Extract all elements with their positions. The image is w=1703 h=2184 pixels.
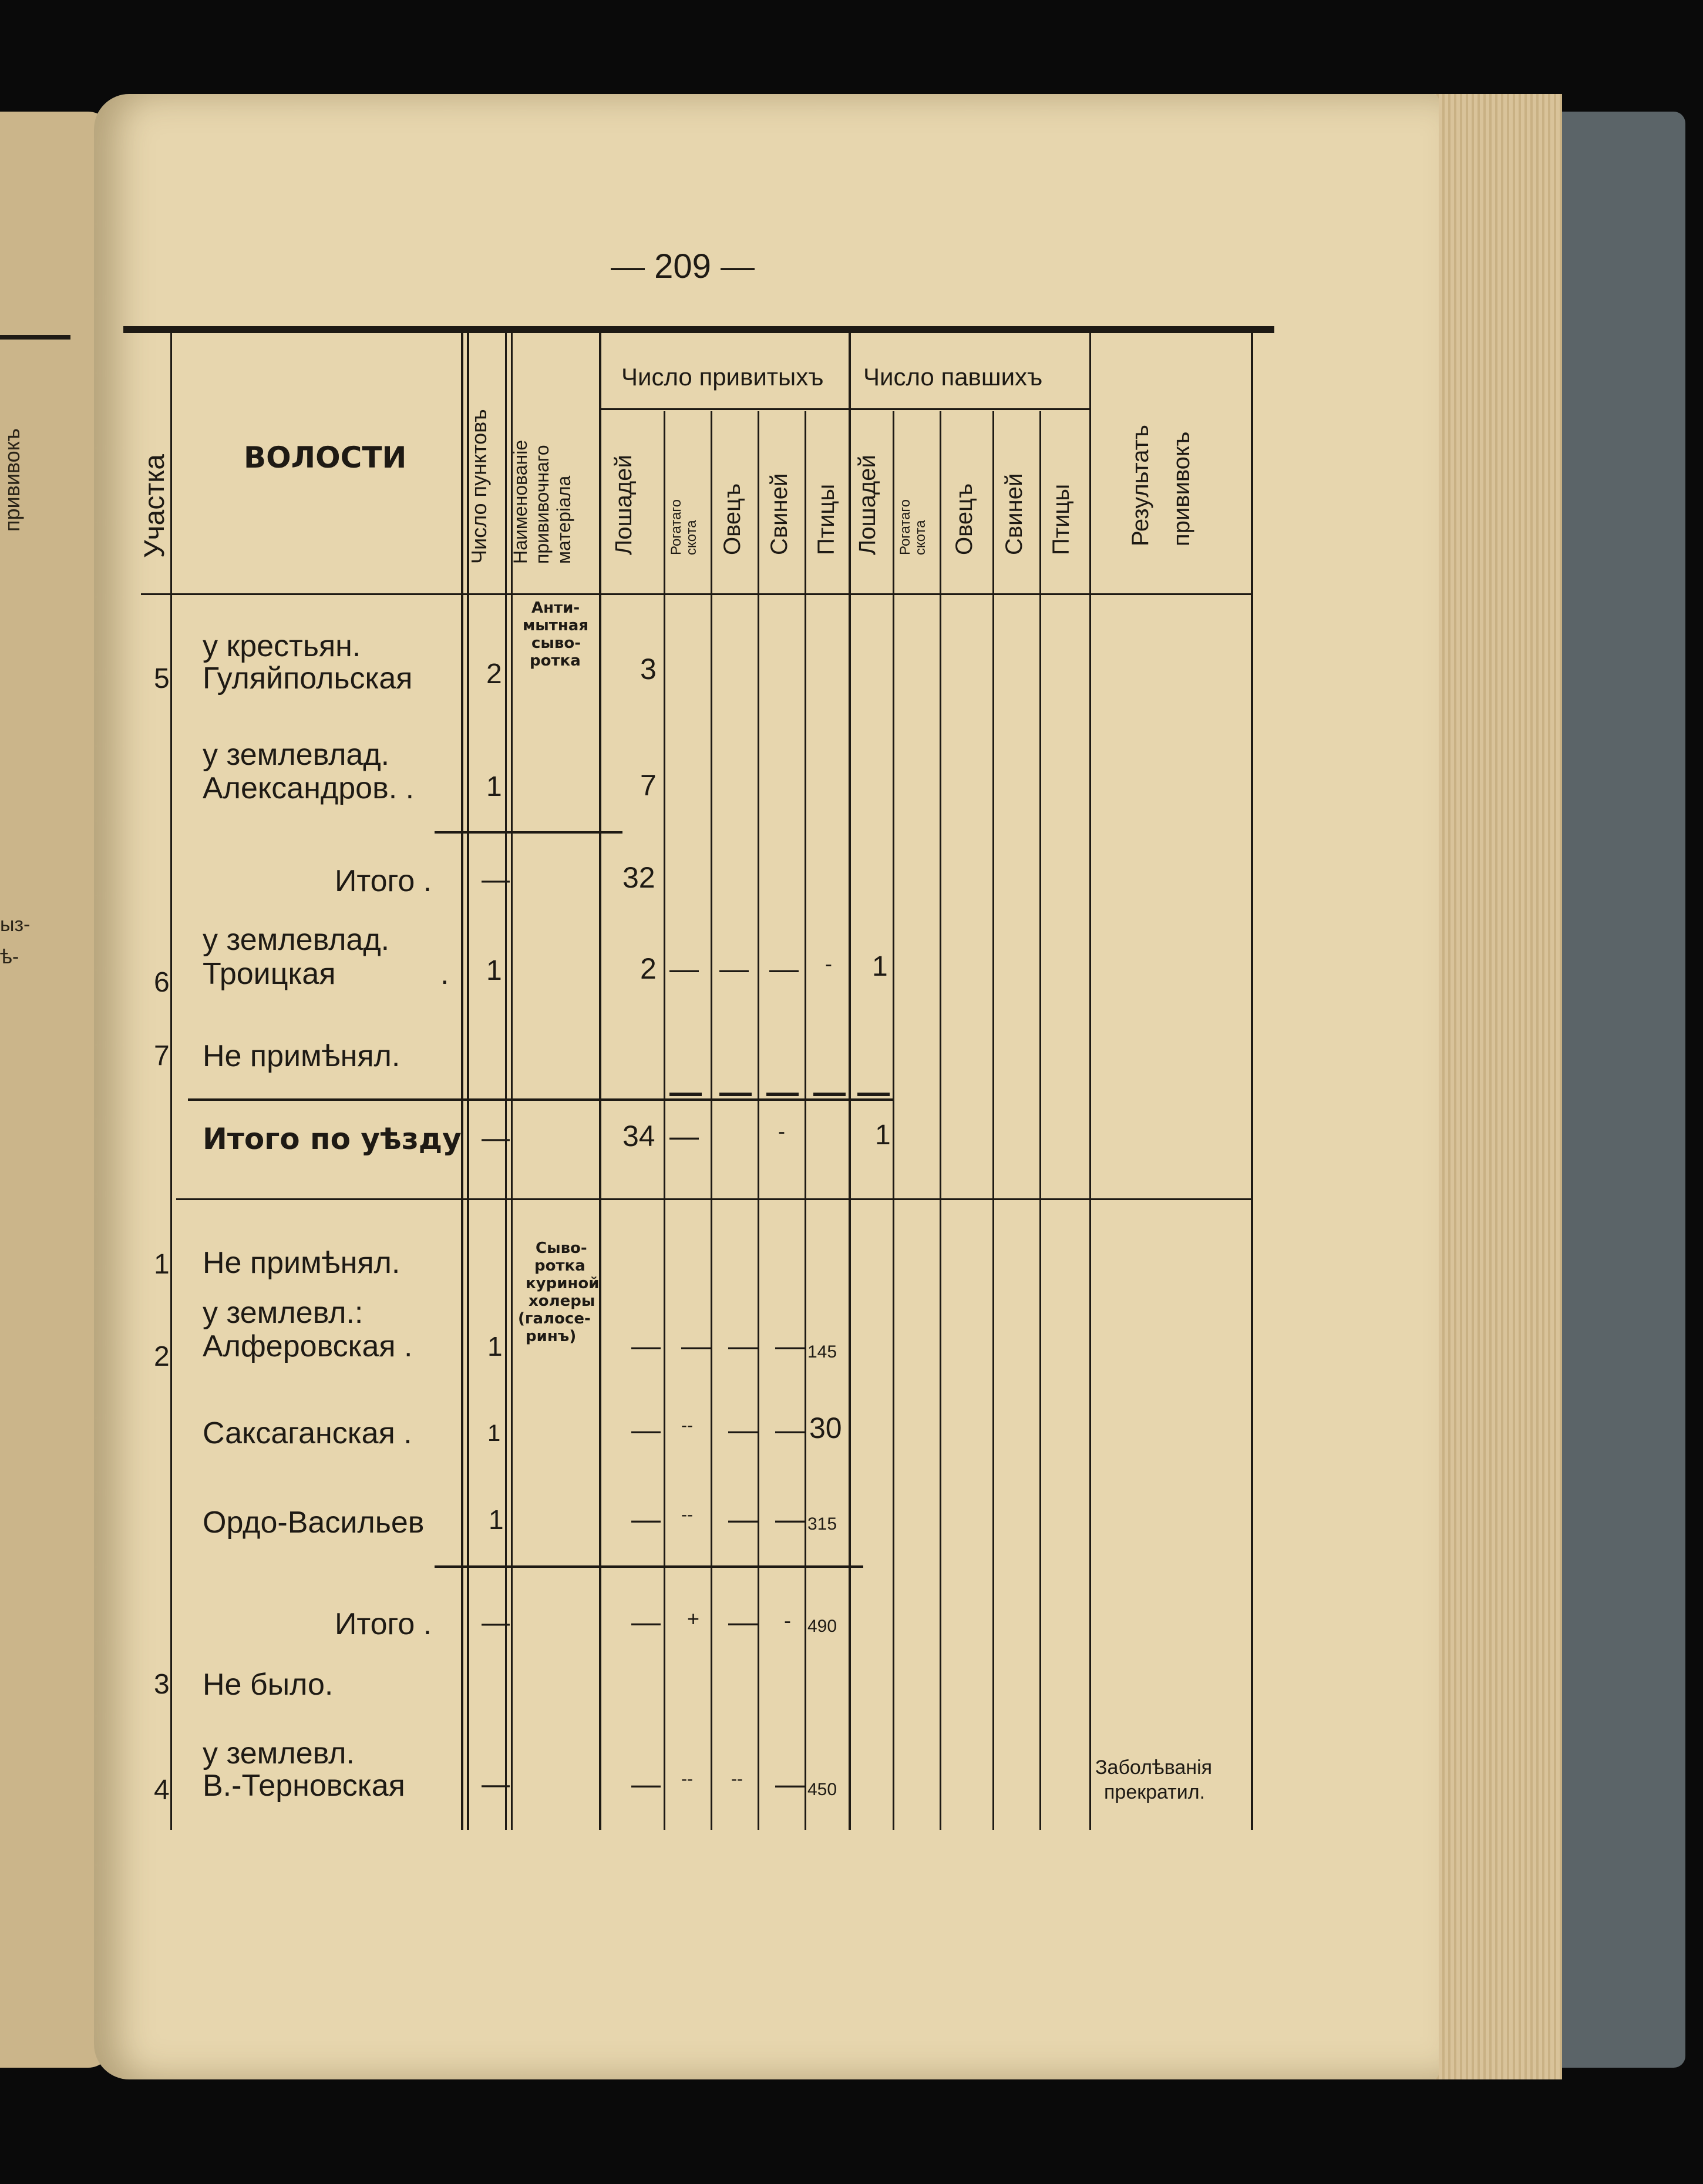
row-privitykh-loshadey: 7 [640,769,657,802]
dash-cell: — [631,1413,661,1446]
material-line: Анти- [531,599,580,617]
dash-mark [669,1093,702,1096]
row-punkty: — [482,1123,510,1154]
dash-cell: -- [731,1769,743,1789]
row-punkty: 1 [489,1504,504,1535]
subtotal-rule [435,831,622,834]
row-volost: Не примѣнял. [203,1039,400,1073]
header-chislo-privitykh: Число привитыхъ [621,363,824,391]
header-loshadey: Лошадей [611,455,637,555]
row-privitykh-ptitsy: 450 [807,1780,837,1799]
row-punkty: 1 [487,1331,503,1362]
row-number: 4 [154,1775,170,1806]
row-rezultat: прекратил. [1104,1781,1206,1803]
row-number: 3 [154,1669,170,1700]
row-volost: Итого . [335,864,432,898]
row-volost: Троицкая [203,957,336,991]
header-bottom-rule [141,593,1251,595]
section-divider [176,1198,1251,1200]
page-number: — 209 — [611,247,755,285]
row-volost: Итого по уѣзду [203,1122,462,1156]
header-uchastka: Участка [139,454,170,558]
row-line1: у землевлад. [203,738,390,772]
dash-cell: — [631,1605,661,1638]
dash-cell: -- [681,1505,693,1524]
back-cover [1550,112,1685,2068]
dash-cell: — [681,1329,711,1362]
material-line: ринъ) [526,1328,577,1345]
row-line1: у землевл.: [203,1296,364,1330]
material-line: сыво- [531,634,581,652]
header-chislo-pavshikh: Число павшихъ [863,363,1043,391]
dash-cell: — [775,1768,805,1800]
col-divider [893,411,894,1830]
dash-cell: — [728,1329,758,1362]
col-divider [1089,332,1091,1830]
row-volost: Не было. [203,1668,334,1702]
col-divider [805,411,806,1830]
header-pav-rogatago: скота [913,520,928,555]
dash-cell: — [775,1503,805,1535]
header-volosti: ВОЛОСТИ [244,441,407,475]
material-line: Сыво- [536,1239,587,1257]
header-pav-loshadey: Лошадей [854,455,880,555]
row-punkty: — [482,864,510,895]
header-pav-ovets: Овецъ [951,483,977,555]
row-volost: Алферовская . [203,1329,413,1363]
col-divider [1251,332,1253,1830]
row-number: 7 [154,1040,170,1071]
row-privitykh-ptitsy: 315 [807,1514,837,1534]
header-ptitsy: Птицы [813,483,839,555]
col-divider [664,411,665,1830]
col-divider [992,411,994,1830]
row-number: 6 [154,967,170,998]
row-volost: Ордо-Васильев [203,1506,425,1540]
row-punkty: 1 [486,771,502,802]
row-pavshikh-loshadey: 1 [875,1120,891,1151]
dash-cell: — [631,1329,661,1362]
row-volost: Не примѣнял. [203,1246,400,1280]
dash-mark [813,1093,846,1096]
row-privitykh-ptitsy: 30 [809,1412,842,1444]
dash-cell: — [775,1413,805,1446]
total-rule [188,1098,893,1101]
dash-mark [766,1093,799,1096]
col-divider [849,332,851,1830]
row-dot: . [440,957,449,991]
header-rogatago: Рогатаго [668,499,684,555]
row-volost: Итого . [335,1607,432,1641]
row-number: 2 [154,1341,170,1372]
row-line1: у землевлад. [203,923,390,957]
col-divider [940,411,941,1830]
header-subrule [599,408,1089,410]
row-punkty: 1 [486,955,502,986]
col-divider [461,332,463,1201]
material-line: мытная [523,617,589,634]
row-punkty: — [482,1769,510,1800]
material-line: ротка [534,1257,585,1275]
row-volost: Александров. . [203,771,415,805]
row-privitykh-loshadey: 32 [622,861,655,894]
dash-cell: — [769,952,799,985]
row-volost: В.-Терновская [203,1769,405,1803]
dash-cell: — [719,952,749,985]
row-number: 5 [154,663,170,694]
row-volost: Гуляйпольская [203,661,413,695]
col-divider [461,1201,463,1830]
col-divider [1039,411,1041,1830]
header-rogatago: скота [684,520,699,555]
dash-cell: -- [681,1769,693,1789]
row-punkty: — [482,1607,510,1638]
col-divider [467,1201,469,1830]
row-pavshikh-loshadey: 1 [872,951,888,982]
row-number: 1 [154,1249,170,1280]
row-privitykh-loshadey: 3 [640,653,657,686]
left-page-fragment: ыз- [0,913,31,936]
header-pav-sviney: Свиней [1001,473,1027,555]
material-line: ротка [530,652,581,670]
dash-cell: — [728,1605,758,1638]
left-page-fragment: ѣ- [0,946,19,968]
row-punkty: 1 [487,1420,501,1446]
page-block [1427,94,1562,2079]
col-divider [505,332,507,1830]
col-divider [758,411,759,1830]
row-privitykh-loshadey: 34 [622,1120,655,1153]
header-naimenovanie: Наименованіе [510,439,531,564]
dash-cell: -- [681,1416,693,1435]
dash-cell: — [669,1120,699,1153]
dash-cell: — [775,1329,805,1362]
dash-mark [857,1093,890,1096]
subtotal-rule [435,1565,863,1568]
header-naimenovanie: матеріала [553,475,574,564]
left-page-rule [0,335,70,340]
header-rezultat: Результатъ [1128,425,1153,546]
row-line1: у землевл. [203,1736,355,1770]
material-cell [531,599,580,617]
row-privitykh-ptitsy: 490 [807,1617,837,1636]
header-privivok: прививокъ [1169,431,1194,546]
material-line: (галосе- [518,1310,591,1328]
dash-cell: — [631,1503,661,1535]
dash-mark [719,1093,752,1096]
row-punkty: 2 [486,658,502,690]
row-line1: у крестьян. [203,629,361,663]
row-privitykh-ptitsy: 145 [807,1342,837,1362]
dash-cell: - [825,952,832,976]
row-volost: Саксаганская . [203,1416,412,1450]
dash-cell: — [728,1503,758,1535]
dash-cell: - [784,1608,791,1632]
row-privitykh-loshadey: 2 [640,952,657,985]
col-divider [711,411,712,1830]
material-line: куриной [526,1275,600,1292]
dash-cell: — [669,952,699,985]
header-naimenovanie: прививочнаго [531,445,553,564]
dash-cell: - [778,1119,785,1143]
table-top-rule [123,326,1274,333]
dash-cell: + [687,1607,700,1631]
header-sviney: Свиней [766,473,792,555]
dash-cell: — [631,1768,661,1800]
dash-cell: — [728,1413,758,1446]
header-pav-ptitsy: Птицы [1048,483,1074,555]
header-ovets: Овецъ [719,483,745,555]
material-line: холеры [529,1292,595,1310]
header-chislo-punktov: Число пунктовъ [467,409,491,564]
col-divider [599,332,601,1830]
row-rezultat: Заболѣванія [1095,1756,1213,1779]
left-page-fragment: прививокъ [0,428,24,532]
header-pav-rogatago: Рогатаго [897,499,913,555]
